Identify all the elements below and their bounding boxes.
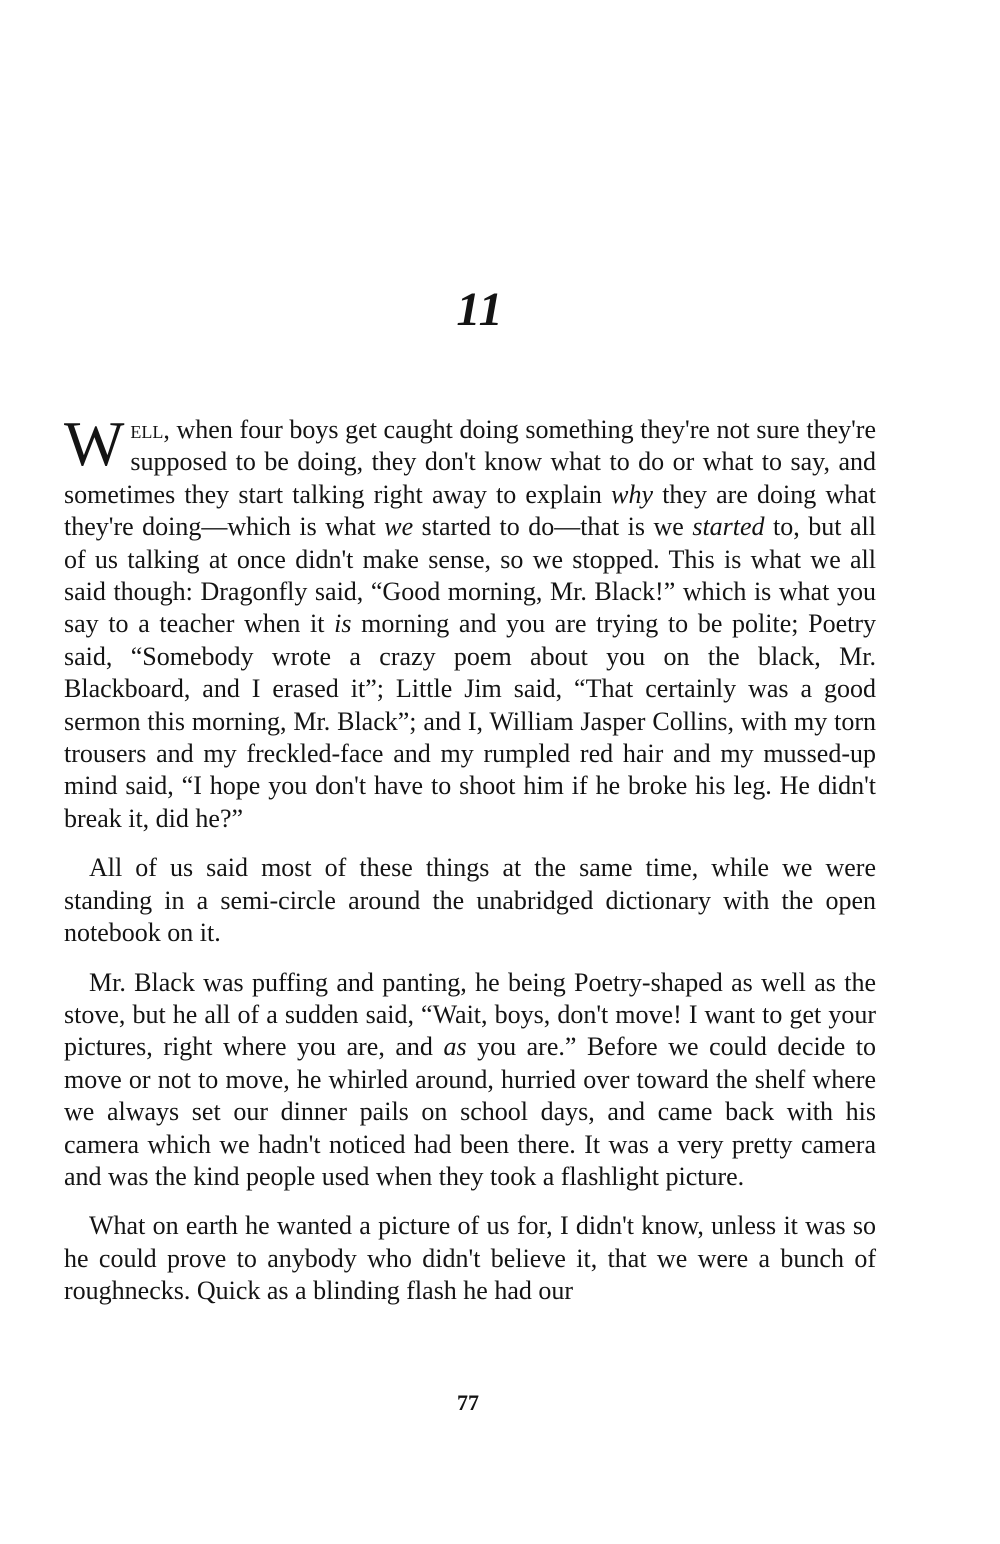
- emphasis-started: started: [692, 512, 765, 542]
- emphasis-we: we: [384, 512, 414, 542]
- paragraph-1-text-a: when four boys get caught doing something they're not sure they're supposed to be doing, they don't know what to do or what to say, and sometimes they start talking right away to explain: [64, 415, 876, 509]
- paragraph-1-text-e: morning and you are trying to be polite; Poetry said, “Somebody wrote a crazy poem about you on the black, Mr. Blackboard, and I erased it”; Little Jim said, “That certainly was a good sermon this morning, Mr. Black”; and I, William Jasper Collins, with my torn trousers and my freckled-face and my rumpled red hair and my mussed-up mind said, “I hope you don't have to shoot him if he broke his leg. He didn't break it, did he?”: [64, 609, 876, 833]
- paragraph-3-text-b: you are.” Before we could decide to move or not to move, he whirled around, hurried over toward the shelf where we always set our dinner pails on school days, and came back with his camera which we hadn't noticed had been there. It was a very pretty camera and was the kind people used when they took a flashlight picture.: [64, 1032, 876, 1191]
- drop-cap: W: [64, 408, 125, 479]
- paragraph-4: What on earth he wanted a picture of us for, I didn't know, unless it was so he could prove to anybody who didn't believe it, that we were a bunch of roughnecks. Quick as a blinding flash he had our: [64, 1211, 876, 1306]
- opening-small-caps: ell,: [130, 415, 170, 444]
- paragraph-1: [64, 408, 877, 835]
- chapter-body: [64, 408, 877, 1325]
- paragraph-3: [64, 967, 876, 1194]
- emphasis-why: why: [611, 479, 654, 509]
- page-number: 77: [457, 1390, 479, 1415]
- chapter-number: 11: [456, 283, 504, 336]
- paragraph-2: All of us said most of these things at the same time, while we were standing in a semi-circle around the unabridged dictionary with the open notebook on it.: [64, 853, 876, 948]
- emphasis-is: is: [334, 609, 352, 639]
- emphasis-as: as: [443, 1032, 467, 1062]
- paragraph-1-text-d: to, but all of us talking at once didn't make sense, so we stopped. This is what we all said though: Dragonfly said, “Good morning, Mr. Black!” which is what you say to a teacher when it: [64, 512, 876, 639]
- paragraph-3-text-a: Mr. Black was puffing and panting, he being Poetry-shaped as well as the stove, but he all of a sudden said, “Wait, boys, don't move! I want to get your pictures, right where you are, and: [64, 967, 876, 1062]
- paragraph-1-text-b: they are doing what they're doing—which is what: [64, 479, 877, 542]
- paragraph-1-text-c: started to do—that is we: [413, 512, 693, 542]
